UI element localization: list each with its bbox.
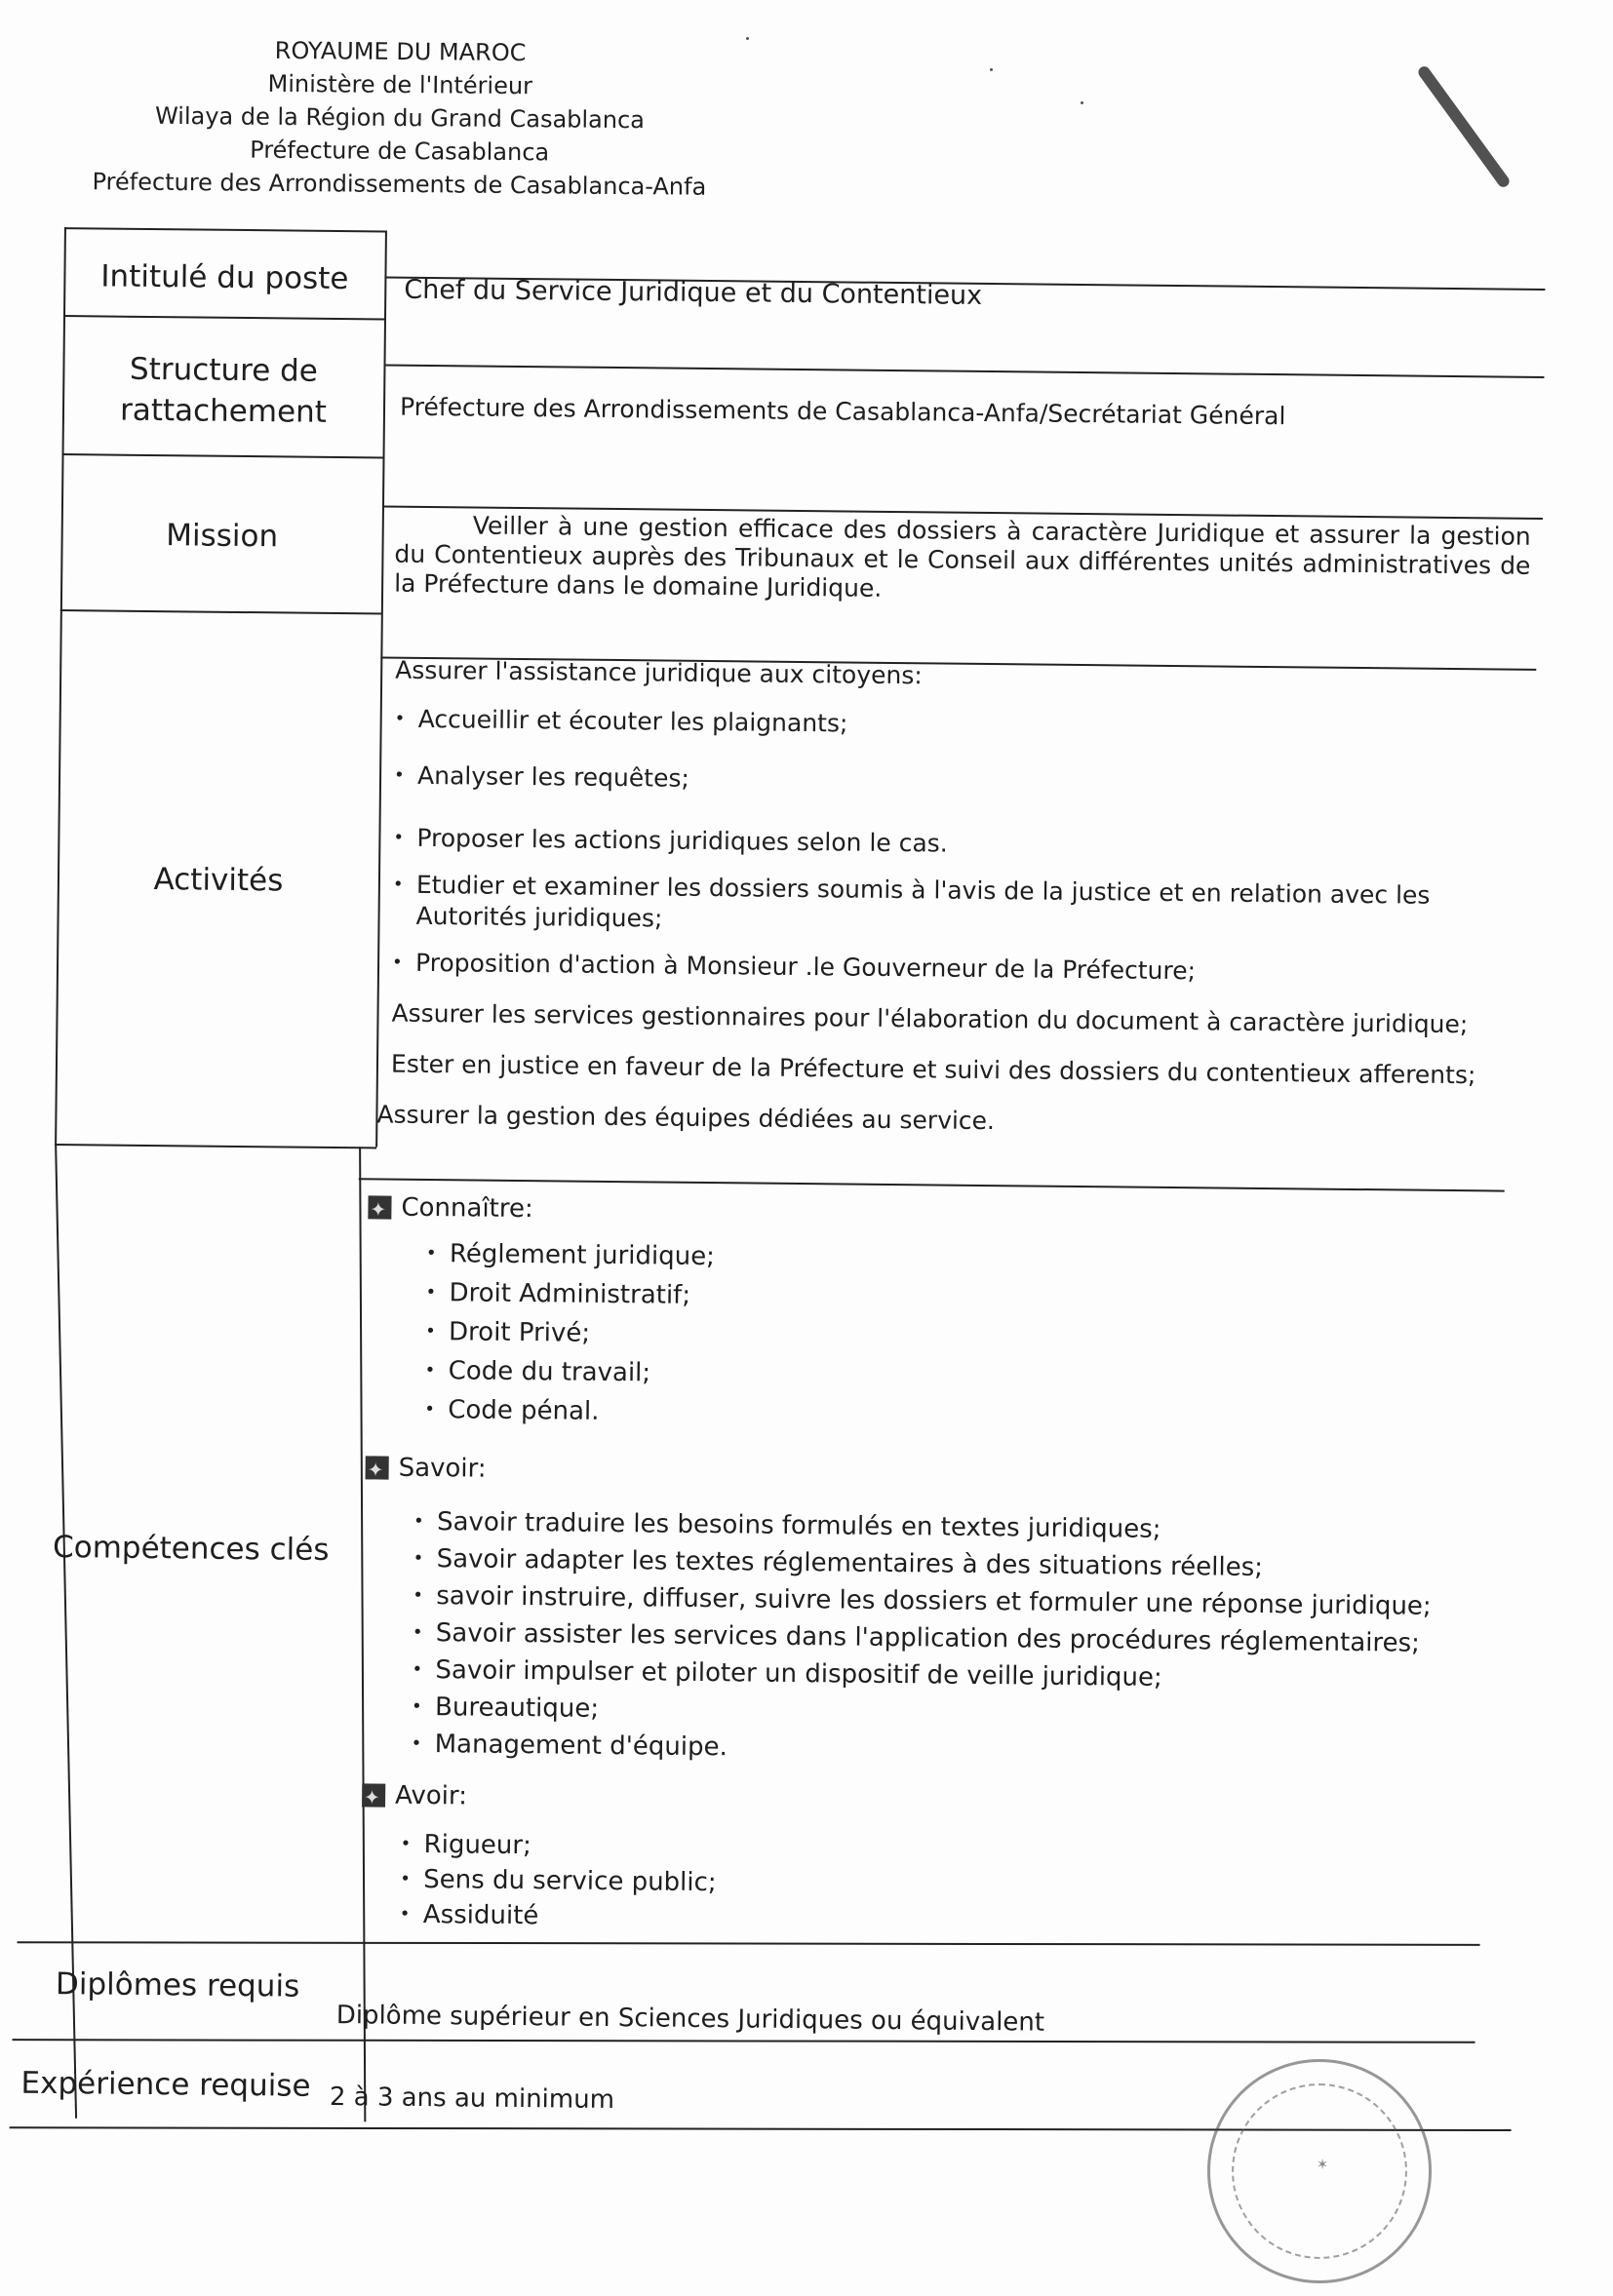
value-mission bbox=[394, 511, 1531, 610]
savoir-item: • Savoir traduire les besoins formulés en textes juridiques; bbox=[413, 1503, 1515, 1552]
avoir-item: • Assiduité bbox=[400, 1897, 1512, 1944]
value-activites bbox=[376, 655, 1536, 1150]
avoir-label: Avoir: bbox=[394, 1780, 468, 1811]
checkbox-star-icon bbox=[362, 1783, 385, 1807]
label-structure-line2: rattachement bbox=[119, 392, 328, 430]
value-competences bbox=[361, 1181, 1519, 1943]
table-line bbox=[55, 1144, 376, 1148]
label-structure-line1: Structure de bbox=[129, 351, 319, 389]
competences-savoir-heading bbox=[365, 1436, 1516, 1510]
header-ministry: Ministère de l'Intérieur bbox=[267, 69, 533, 100]
savoir-item: • Savoir impulser et piloter un dispositif de veille juridique; bbox=[412, 1652, 1514, 1700]
connaitre-item: • Code du travail; bbox=[424, 1351, 1516, 1402]
table-line bbox=[383, 365, 1544, 378]
header-wilaya: Wilaya de la Région du Grand Casablanca bbox=[154, 101, 646, 135]
activites-paragraph: Assurer les services gestionnaires pour l'élaboration du document à caractère juridique; bbox=[391, 998, 1469, 1039]
savoir-label: Savoir: bbox=[398, 1453, 487, 1484]
savoir-list bbox=[362, 1502, 1515, 1773]
connaitre-list bbox=[366, 1233, 1518, 1440]
table-line bbox=[13, 2039, 1475, 2043]
savoir-item: • Savoir assister les services dans l'application des procédures réglementaires; bbox=[413, 1615, 1515, 1663]
connaitre-item: • Droit Administratif; bbox=[425, 1273, 1517, 1324]
label-intitule: Intitulé du poste bbox=[100, 258, 349, 297]
savoir-item: • savoir instruire, diffuser, suivre les dossiers et formuler une réponse juridique; bbox=[413, 1577, 1515, 1626]
avoir-list bbox=[361, 1826, 1513, 1943]
official-stamp bbox=[1207, 2059, 1432, 2283]
savoir-item: • Management d'équipe. bbox=[411, 1726, 1513, 1774]
label-experience: Expérience requise bbox=[20, 2065, 311, 2104]
label-activites: Activités bbox=[153, 862, 284, 899]
header-prefecture: Préfecture de Casablanca bbox=[250, 136, 550, 167]
connaitre-item: • Code pénal. bbox=[424, 1390, 1516, 1441]
activites-bullet: • Proposition d'action à Monsieur .le Gouverneur de la Préfecture; bbox=[392, 948, 1533, 1010]
header-arrondissements: Préfecture des Arrondissements de Casablanca-Anfa bbox=[92, 168, 707, 201]
checkbox-star-icon bbox=[368, 1195, 391, 1219]
value-structure: Préfecture des Arrondissements de Casablanca-Anfa/Secrétariat Général bbox=[399, 392, 1286, 431]
savoir-item: • Bureautique; bbox=[412, 1689, 1514, 1737]
activites-paragraph: Assurer la gestion des équipes dédiées au service. bbox=[376, 1100, 996, 1136]
activites-bullet: • Proposer les actions juridiques selon le cas. bbox=[393, 823, 1534, 881]
checkbox-star-icon bbox=[366, 1456, 389, 1479]
activites-bullet: • Etudier et examiner les dossiers soumis à l'avis de la justice et en relation avec les bbox=[393, 870, 1534, 913]
competences-avoir-heading bbox=[362, 1768, 1514, 1834]
label-diplomes: Diplômes requis bbox=[55, 1966, 300, 2004]
activites-bullet-continuation: Autorités juridiques; bbox=[415, 901, 663, 933]
stamp-emblem: ✶ bbox=[1316, 2156, 1329, 2173]
activites-bullet: • Accueillir et écouter les plaignants; bbox=[394, 704, 1536, 772]
avoir-item: • Rigueur; bbox=[400, 1827, 1512, 1874]
table-left-border bbox=[55, 227, 66, 1144]
activites-bullet: • Analyser les requêtes; bbox=[394, 760, 1536, 835]
connaitre-item: • Réglement juridique; bbox=[426, 1234, 1518, 1285]
table-line bbox=[18, 1941, 1480, 1946]
mission-text: Veiller à une gestion efficace des dossiers à caractère Juridique et assurer la gestion du Contentieux auprès des Tribunaux et le Conseil aux différentes unités administratives de la Préfecture dans le domaine Juridique. bbox=[394, 511, 1531, 603]
table-line bbox=[60, 609, 382, 614]
table-top-left bbox=[64, 227, 386, 232]
label-competences: Compétences clés bbox=[52, 1530, 330, 1568]
activites-intro: Assurer l'assistance juridique aux citoyens: bbox=[395, 655, 923, 690]
avoir-item: • Sens du service public; bbox=[400, 1862, 1512, 1909]
activites-paragraph: Ester en justice en faveur de la Préfecture et suivi des dossiers du contentieux afferents; bbox=[390, 1049, 1476, 1090]
savoir-item: • Savoir adapter les textes réglementaires à des situations réelles; bbox=[413, 1540, 1515, 1589]
connaitre-item: • Droit Privé; bbox=[425, 1312, 1517, 1363]
table-line bbox=[62, 453, 384, 458]
value-diplomes: Diplôme supérieur en Sciences Juridiques ou équivalent bbox=[335, 2001, 1045, 2038]
label-structure bbox=[66, 348, 381, 433]
value-intitule: Chef du Service Juridique et du Contentieux bbox=[404, 274, 983, 311]
value-experience: 2 à 3 ans au minimum bbox=[329, 2082, 615, 2116]
label-mission: Mission bbox=[166, 518, 279, 555]
header-kingdom: ROYAUME DU MAROC bbox=[274, 36, 527, 67]
table-line bbox=[63, 315, 385, 320]
connaitre-label: Connaître: bbox=[401, 1192, 533, 1225]
